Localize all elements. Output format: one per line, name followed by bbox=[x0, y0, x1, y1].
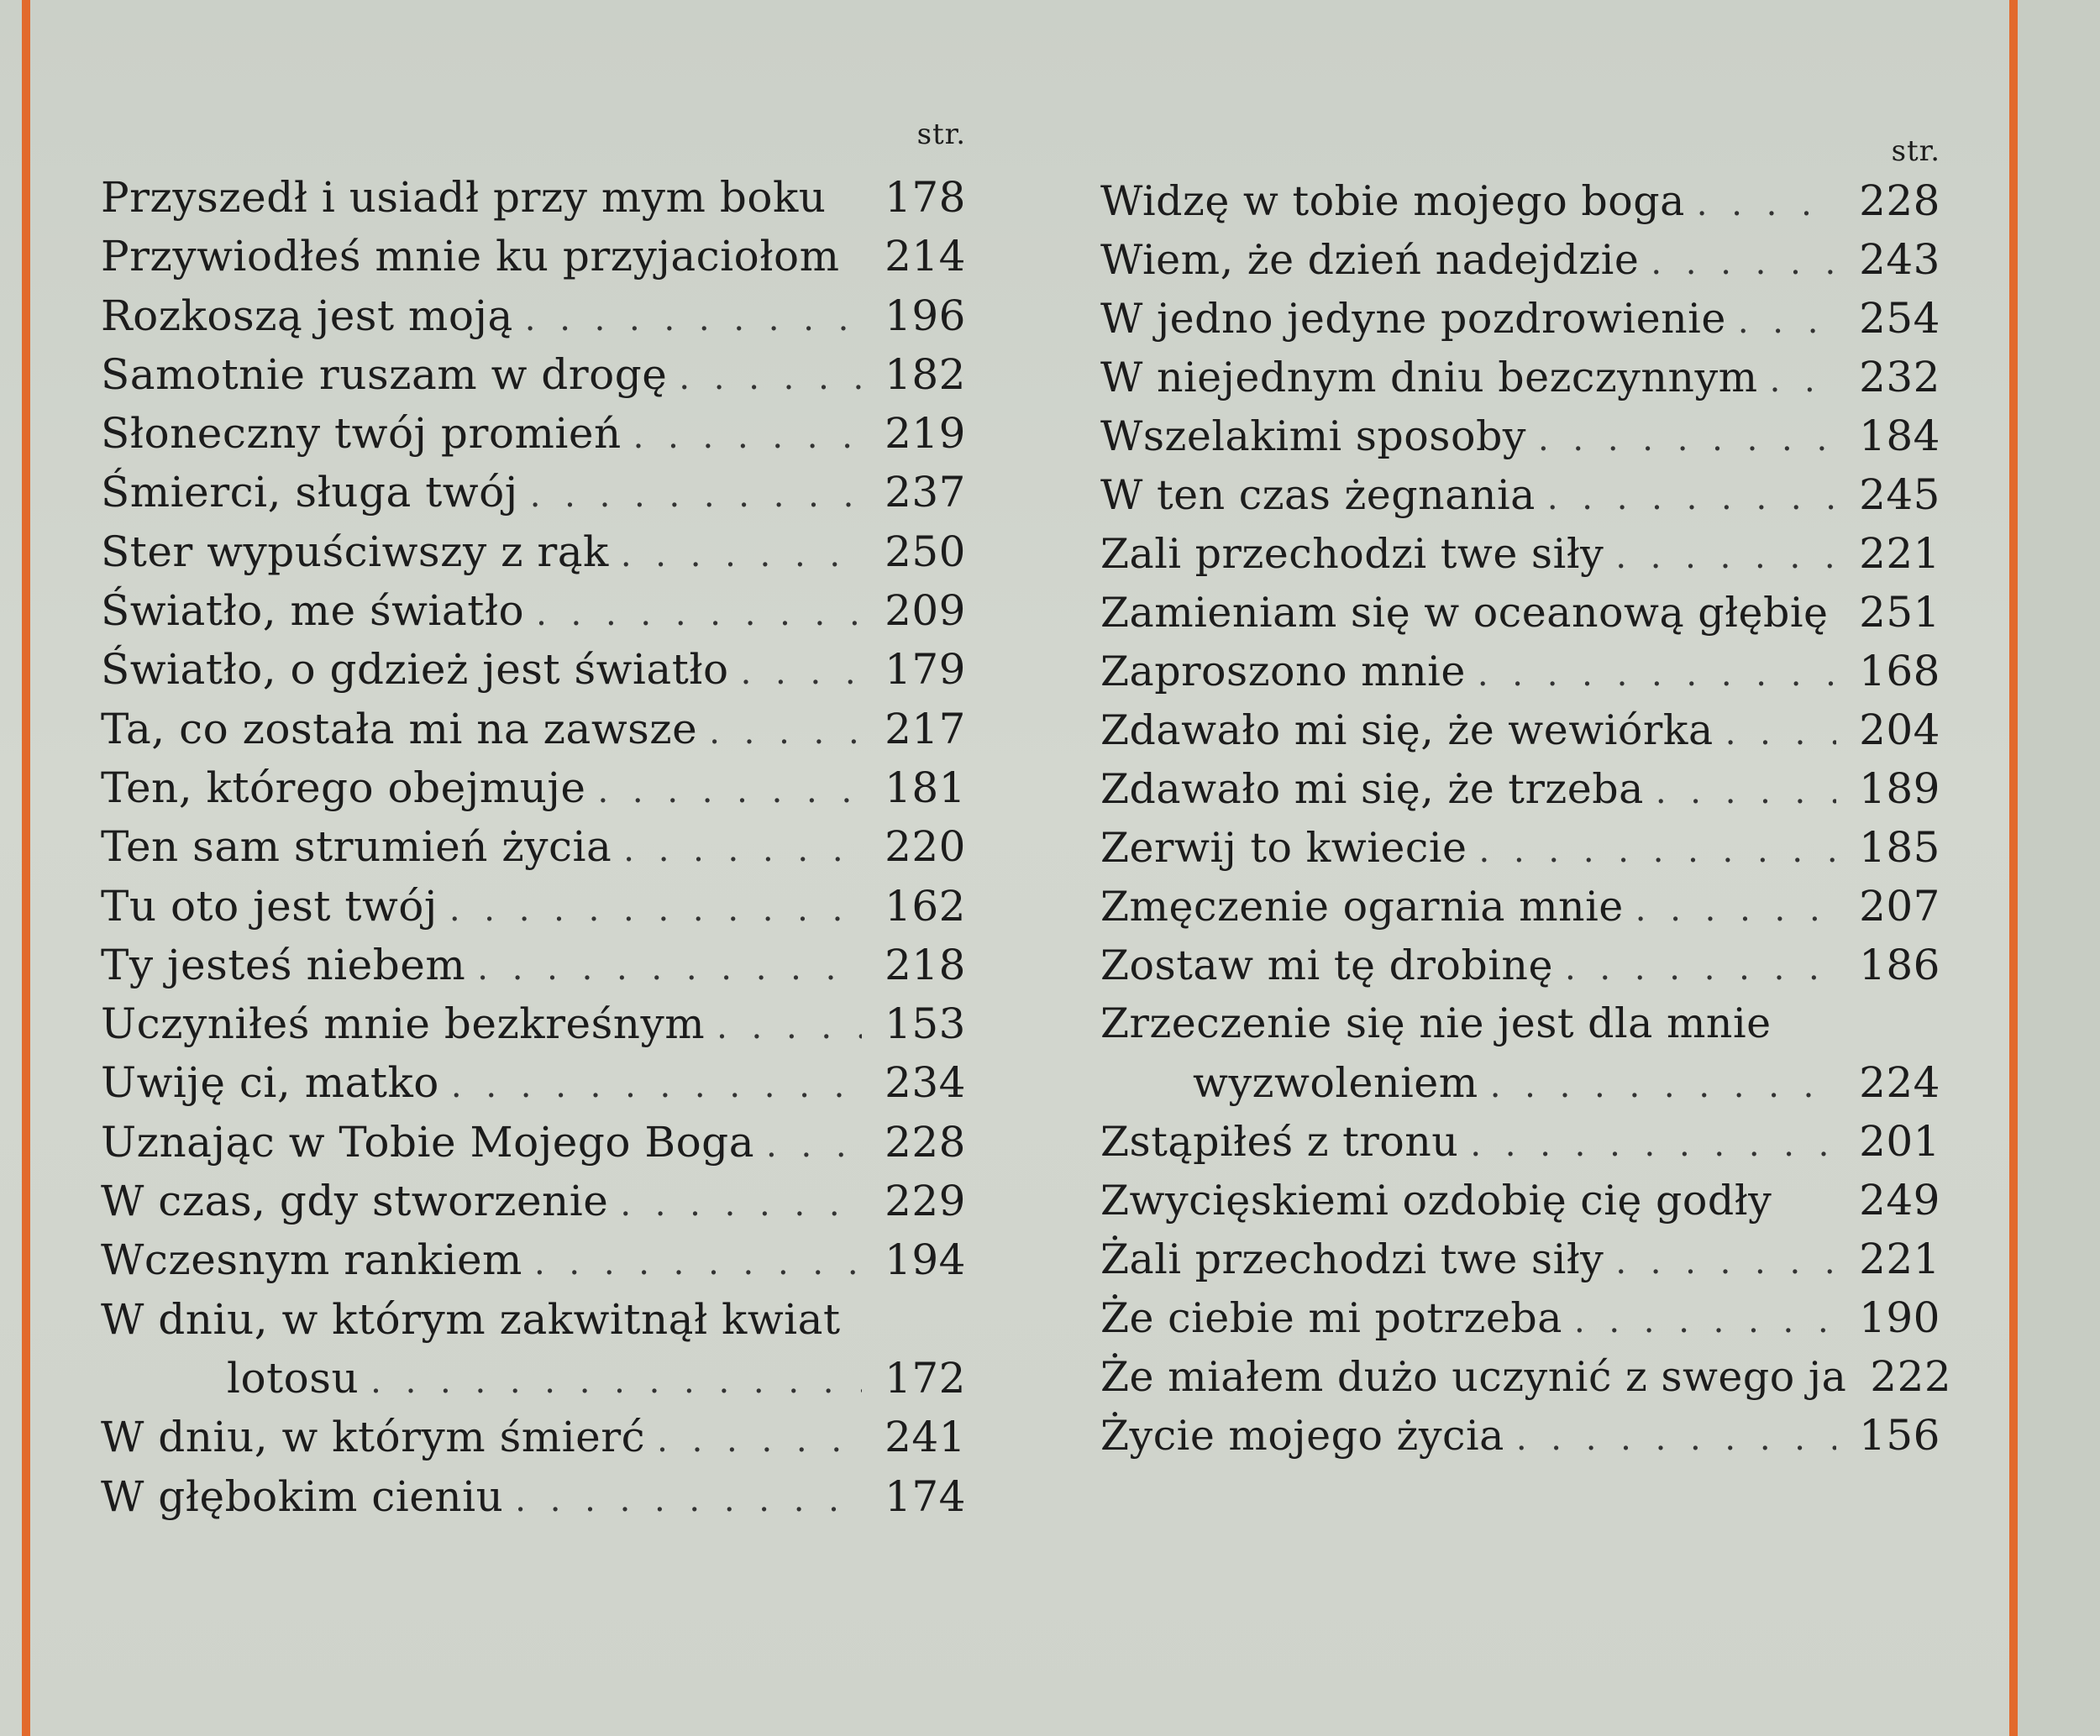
index-entry bbox=[1100, 1171, 1940, 1230]
dot-leader bbox=[633, 407, 862, 466]
entry-title: Przyszedł i usiadł przy mym boku bbox=[101, 173, 827, 222]
entry-title: Ta, co została mi na zawsze bbox=[101, 704, 698, 753]
entry-title: W ten czas żegnania bbox=[1100, 471, 1536, 519]
dot-leader bbox=[1738, 292, 1836, 351]
entry-title: Tu oto jest twój bbox=[101, 881, 438, 931]
entry-title: W dniu, w którym śmierć bbox=[101, 1413, 646, 1462]
entry-title: Życie mojego życia bbox=[1100, 1412, 1504, 1460]
entry-page-number: 204 bbox=[1859, 705, 1940, 754]
index-entry bbox=[101, 345, 966, 404]
dot-leader bbox=[620, 1175, 862, 1234]
entry-page-number: 162 bbox=[885, 881, 966, 931]
entry-title: W jedno jedyne pozdrowienie bbox=[1100, 295, 1726, 343]
entry-page-number: 228 bbox=[1859, 176, 1940, 225]
entry-page-number: 250 bbox=[885, 527, 966, 576]
index-entry bbox=[101, 581, 966, 640]
index-entry bbox=[101, 286, 966, 345]
entry-title: Wszelakimi sposoby bbox=[1100, 412, 1526, 460]
entry-page-number: 196 bbox=[885, 291, 966, 340]
entry-title: Ten sam strumień życia bbox=[101, 822, 612, 872]
dot-leader bbox=[515, 1471, 862, 1529]
entry-title: Światło, o gdzież jest światło bbox=[101, 645, 729, 695]
index-entry bbox=[101, 1349, 966, 1408]
entry-title: Samotnie ruszam w drogę bbox=[101, 349, 668, 399]
entry-page-number: 201 bbox=[1859, 1117, 1940, 1166]
dot-leader bbox=[1725, 704, 1836, 763]
left-entry-list bbox=[101, 168, 966, 1526]
index-entry bbox=[101, 1113, 966, 1172]
entry-page-number: 179 bbox=[885, 645, 966, 695]
entry-page-number: 221 bbox=[1859, 529, 1940, 578]
index-entry bbox=[1100, 1347, 1952, 1406]
index-entry bbox=[101, 1290, 966, 1349]
dot-leader bbox=[741, 643, 862, 702]
dot-leader bbox=[1470, 1115, 1836, 1174]
index-entry bbox=[101, 936, 966, 994]
entry-title: Uznając w Tobie Mojego Boga bbox=[101, 1117, 755, 1167]
entry-page-number: 254 bbox=[1859, 294, 1940, 343]
index-entry bbox=[1100, 818, 1940, 877]
dot-leader bbox=[477, 939, 862, 998]
entry-title: lotosu bbox=[227, 1353, 360, 1403]
dot-leader bbox=[1547, 469, 1836, 527]
entry-title: wyzwoleniem bbox=[1193, 1059, 1478, 1107]
dot-leader bbox=[449, 880, 862, 939]
entry-page-number: 241 bbox=[885, 1413, 966, 1462]
index-entry bbox=[101, 168, 966, 227]
dot-leader bbox=[1479, 821, 1836, 880]
index-entry bbox=[101, 700, 966, 758]
entry-page-number: 229 bbox=[885, 1177, 966, 1226]
right-index-column bbox=[1100, 134, 1952, 1465]
right-orange-rule bbox=[2009, 0, 2018, 1736]
index-entry bbox=[1100, 465, 1940, 524]
index-entry bbox=[1100, 348, 1940, 406]
entry-title: Że miałem dużo uczynić z swego ja bbox=[1100, 1353, 1847, 1401]
entry-page-number: 174 bbox=[885, 1471, 966, 1521]
entry-title: Zwycięskiemi ozdobię cię godły bbox=[1100, 1177, 1772, 1225]
index-entry bbox=[101, 1467, 966, 1526]
index-entry bbox=[1100, 700, 1940, 759]
dot-leader bbox=[1516, 1409, 1836, 1468]
entry-title: Zaproszono mnie bbox=[1100, 648, 1466, 695]
entry-title: Ten, którego obejmuje bbox=[101, 763, 586, 812]
dot-leader bbox=[1615, 1233, 1836, 1292]
entry-title: W głębokim cieniu bbox=[101, 1471, 504, 1521]
index-entry bbox=[1100, 994, 1940, 1053]
entry-page-number: 221 bbox=[1859, 1235, 1940, 1283]
entry-page-number: 172 bbox=[885, 1353, 966, 1403]
entry-title: Śmierci, sługa twój bbox=[101, 468, 518, 517]
entry-page-number: 156 bbox=[1859, 1411, 1940, 1460]
index-entry bbox=[1100, 936, 1940, 994]
dot-leader bbox=[525, 290, 862, 349]
entry-page-number: 214 bbox=[885, 232, 966, 281]
dot-leader bbox=[1565, 939, 1836, 998]
dot-leader bbox=[536, 585, 862, 643]
dot-leader bbox=[623, 821, 862, 879]
entry-title: Zostaw mi tę drobinę bbox=[1100, 941, 1553, 989]
index-entry bbox=[101, 522, 966, 581]
entry-page-number: 184 bbox=[1859, 412, 1940, 460]
entry-page-number: 220 bbox=[885, 822, 966, 872]
entry-title: Wiem, że dzień nadejdzie bbox=[1100, 236, 1640, 284]
entry-title: W czas, gdy stworzenie bbox=[101, 1177, 609, 1226]
dot-leader bbox=[766, 1116, 862, 1175]
entry-title: Zmęczenie ogarnia mnie bbox=[1100, 883, 1624, 931]
entry-title: Ster wypuściwszy z rąk bbox=[101, 527, 609, 576]
entry-title: Zdawało mi się, że trzeba bbox=[1100, 765, 1644, 813]
entry-page-number: 182 bbox=[885, 349, 966, 399]
left-orange-rule bbox=[22, 0, 30, 1736]
entry-title: Uczyniłeś mnie bezkreśnym bbox=[101, 999, 706, 1049]
entry-page-number: 189 bbox=[1859, 764, 1940, 813]
entry-page-number: 224 bbox=[1859, 1058, 1940, 1107]
entry-title: Przywiodłeś mnie ku przyjaciołom bbox=[101, 232, 840, 281]
index-entry bbox=[1100, 877, 1940, 936]
index-entry bbox=[101, 877, 966, 936]
entry-page-number: 153 bbox=[885, 999, 966, 1049]
entry-page-number: 190 bbox=[1859, 1293, 1940, 1342]
entry-title: Żali przechodzi twe siły bbox=[1100, 1235, 1604, 1283]
dot-leader bbox=[534, 1234, 862, 1293]
right-entry-list bbox=[1100, 171, 1952, 1465]
entry-page-number: 194 bbox=[885, 1235, 966, 1285]
entry-title: W niejednym dniu bezczynnym bbox=[1100, 354, 1758, 401]
index-entry bbox=[101, 404, 966, 463]
dot-leader bbox=[1538, 410, 1836, 469]
entry-title: Ty jesteś niebem bbox=[101, 940, 466, 989]
dot-leader bbox=[1478, 645, 1836, 704]
entry-page-number: 217 bbox=[885, 704, 966, 753]
index-entry bbox=[101, 1408, 966, 1466]
entry-title: Uwiję ci, matko bbox=[101, 1058, 439, 1108]
entry-title: Zdawało mi się, że wewiórka bbox=[1100, 706, 1714, 754]
entry-page-number: 251 bbox=[1859, 588, 1940, 637]
entry-title: Zrzeczenie się nie jest dla mnie bbox=[1100, 999, 1772, 1047]
index-entry bbox=[101, 758, 966, 817]
dot-leader bbox=[1651, 233, 1836, 292]
index-entry bbox=[101, 463, 966, 522]
dot-leader bbox=[370, 1352, 862, 1411]
index-entry bbox=[1100, 642, 1940, 700]
entry-title: Wczesnym rankiem bbox=[101, 1235, 522, 1285]
entry-title: Zerwij to kwiecie bbox=[1100, 824, 1467, 872]
entry-page-number: 185 bbox=[1859, 823, 1940, 872]
dot-leader bbox=[717, 998, 862, 1057]
dot-leader bbox=[597, 762, 862, 821]
index-entry bbox=[1100, 230, 1940, 289]
dot-leader bbox=[1697, 175, 1836, 233]
entry-title: Zstąpiłeś z tronu bbox=[1100, 1118, 1459, 1166]
entry-page-number: 232 bbox=[1859, 353, 1940, 401]
index-entry bbox=[101, 640, 966, 699]
index-entry bbox=[101, 817, 966, 876]
index-entry bbox=[1100, 759, 1940, 818]
entry-title: Słoneczny twój promień bbox=[101, 409, 622, 459]
entry-title: Światło, me światło bbox=[101, 586, 525, 636]
index-entry bbox=[101, 1230, 966, 1289]
index-entry bbox=[101, 1172, 966, 1230]
index-entry bbox=[1100, 583, 1940, 642]
entry-page-number: 181 bbox=[885, 763, 966, 812]
dot-leader bbox=[530, 466, 862, 525]
entry-page-number: 209 bbox=[885, 586, 966, 636]
dot-leader bbox=[621, 526, 862, 585]
entry-page-number: 168 bbox=[1859, 647, 1940, 695]
entry-page-number: 237 bbox=[885, 468, 966, 517]
dot-leader bbox=[1770, 351, 1836, 410]
entry-title: Że ciebie mi potrzeba bbox=[1100, 1294, 1562, 1342]
index-entry bbox=[1100, 1230, 1940, 1288]
entry-page-number: 222 bbox=[1870, 1352, 1952, 1401]
dot-leader bbox=[1656, 763, 1836, 821]
entry-page-number: 245 bbox=[1859, 470, 1940, 519]
entry-title: Zali przechodzi twe siły bbox=[1100, 530, 1604, 578]
index-entry bbox=[1100, 406, 1940, 465]
dot-leader bbox=[1574, 1292, 1836, 1351]
entry-page-number: 218 bbox=[885, 940, 966, 989]
dot-leader bbox=[657, 1411, 862, 1470]
index-entry bbox=[1100, 171, 1940, 230]
entry-page-number: 228 bbox=[885, 1117, 966, 1167]
index-entry bbox=[101, 994, 966, 1053]
entry-page-number: 243 bbox=[1859, 235, 1940, 284]
entry-page-number: 186 bbox=[1859, 941, 1940, 989]
entry-title: Rozkoszą jest moją bbox=[101, 291, 513, 340]
entry-title: Zamieniam się w oceanową głębię bbox=[1100, 589, 1829, 637]
dot-leader bbox=[1490, 1057, 1836, 1115]
entry-page-number: 178 bbox=[885, 173, 966, 222]
dot-leader bbox=[679, 349, 862, 407]
page-header-str-right: str. bbox=[1891, 134, 1940, 168]
dot-leader bbox=[451, 1057, 862, 1115]
entry-page-number: 234 bbox=[885, 1058, 966, 1108]
entry-title: W dniu, w którym zakwitnął kwiat bbox=[101, 1294, 841, 1344]
index-entry bbox=[1100, 1406, 1940, 1465]
entry-page-number: 249 bbox=[1859, 1176, 1940, 1225]
index-entry bbox=[101, 1053, 966, 1112]
index-entry bbox=[1100, 1112, 1940, 1171]
entry-page-number: 219 bbox=[885, 409, 966, 459]
entry-title: Widzę w tobie mojego boga bbox=[1100, 177, 1685, 225]
entry-page-number: 207 bbox=[1859, 882, 1940, 931]
dot-leader bbox=[1615, 527, 1836, 586]
index-entry bbox=[1100, 1053, 1940, 1112]
dot-leader bbox=[709, 703, 862, 762]
page-header-str-left: str. bbox=[916, 118, 966, 151]
index-entry bbox=[1100, 1288, 1940, 1347]
left-index-column bbox=[101, 118, 966, 1526]
dot-leader bbox=[1635, 880, 1836, 939]
index-entry bbox=[101, 227, 966, 286]
index-entry bbox=[1100, 524, 1940, 583]
index-entry bbox=[1100, 289, 1940, 348]
page-edge-margin bbox=[2018, 0, 2100, 1736]
